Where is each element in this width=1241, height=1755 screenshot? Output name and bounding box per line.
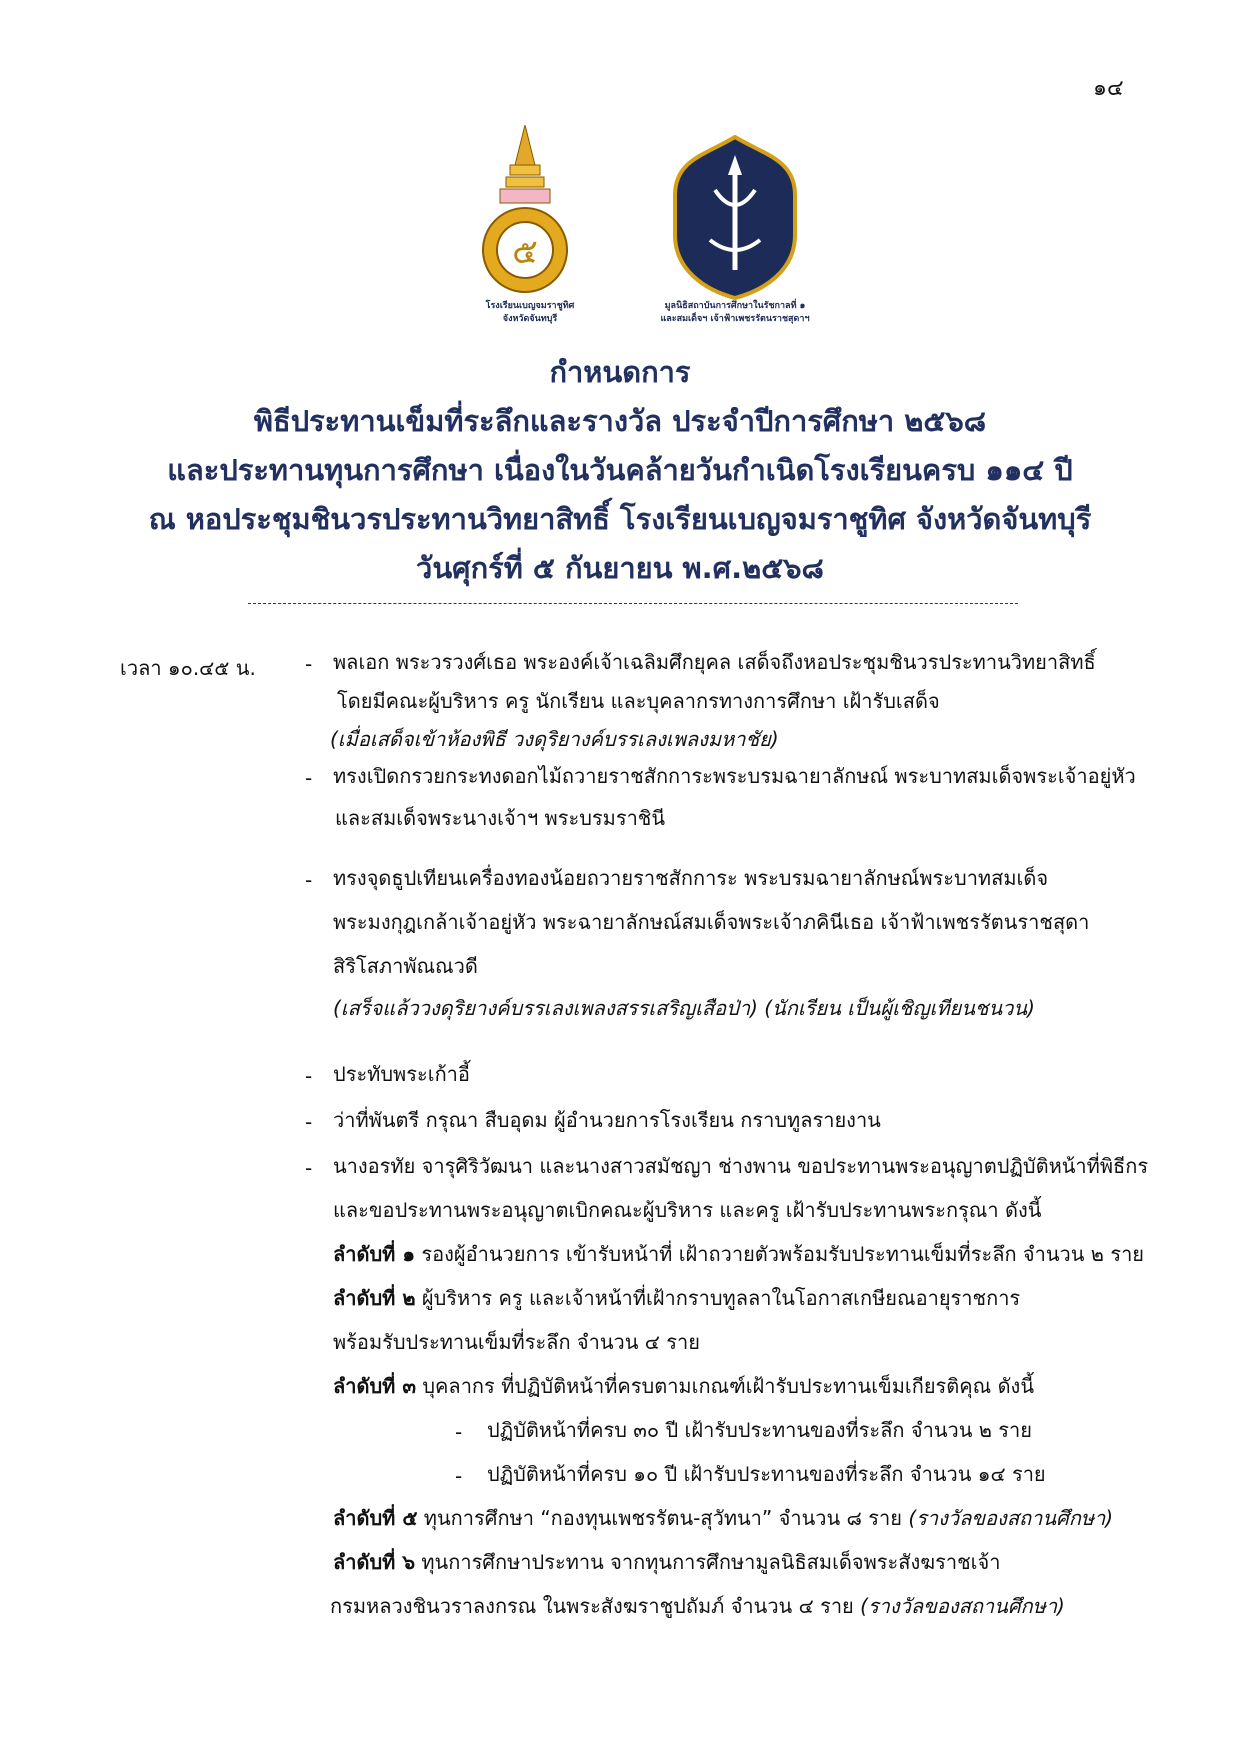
schedule-time: เวลา ๑๐.๔๕ น. [120, 656, 256, 680]
item4: ประทับพระเก้าอี้ [333, 1062, 470, 1086]
order5-label: ลำดับที่ ๕ [333, 1506, 418, 1530]
order5-note: (รางวัลของสถานศึกษา) [908, 1506, 1114, 1530]
title-block [80, 348, 1160, 593]
order1-text: รองผู้อำนวยการ เข้ารับหน้าที่ เฝ้าถวายตัวพร้อมรับประทานเข็มที่ระลึก จำนวน ๒ ราย [415, 1242, 1145, 1266]
order6-note: (รางวัลของสถานศึกษา) [860, 1594, 1065, 1618]
order2 [333, 1283, 1020, 1313]
item1-line2: โดยมีคณะผู้บริหาร ครู นักเรียน และบุคลากรทางการศึกษา เฝ้ารับเสด็จ [337, 689, 940, 713]
item3-line3: สิริโสภาพัณณวดี [333, 954, 478, 978]
school-emblem-icon [480, 125, 570, 300]
order2-label: ลำดับที่ ๒ [333, 1286, 416, 1310]
order1 [333, 1239, 1144, 1269]
bullet-dash: - [305, 1064, 313, 1088]
title-line-5: วันศุกร์ที่ ๕ กันยายน พ.ศ.๒๕๖๘ [416, 551, 824, 585]
title-line-2: พิธีประทานเข็มที่ระลึกและรางวัล ประจำปีการศึกษา ๒๕๖๘ [253, 404, 987, 438]
item3-note: (เสร็จแล้ววงดุริยางค์บรรเลงเพลงสรรเสริญเสือป่า) (นักเรียน เป็นผู้เชิญเทียนชนวน) [333, 996, 1035, 1020]
order3-label: ลำดับที่ ๓ [333, 1374, 416, 1398]
header-logos [470, 125, 830, 335]
order3-sub1: ปฏิบัติหน้าที่ครบ ๓๐ ปี เฝ้ารับประทานของที่ระลึก จำนวน ๒ ราย [487, 1418, 1032, 1442]
item2-line2: และสมเด็จพระนางเจ้าฯ พระบรมราชินี [335, 806, 666, 830]
item1-note: (เมื่อเสด็จเข้าห้องพิธี วงดุริยางค์บรรเลงเพลงมหาชัย) [330, 727, 779, 751]
page-number: ๑๔ [1093, 76, 1124, 101]
title-line-1: กำหนดการ [549, 355, 691, 389]
title-line-3: และประทานทุนการศึกษา เนื่องในวันคล้ายวันกำเนิดโรงเรียนครบ ๑๑๔ ปี [167, 453, 1073, 487]
bullet-dash: - [305, 868, 313, 892]
item5: ว่าที่พันตรี กรุณา สืบอุดม ผู้อำนวยการโรงเรียน กราบทูลรายงาน [333, 1108, 881, 1132]
order2-text: ผู้บริหาร ครู และเจ้าหน้าที่เฝ้ากราบทูลลาในโอกาสเกษียณอายุราชการ [415, 1286, 1021, 1310]
order6-line2 [330, 1591, 1065, 1621]
order3 [333, 1371, 1034, 1401]
order6-text: ทุนการศึกษาประทาน จากทุนการศึกษามูลนิธิสมเด็จพระสังฆราชเจ้า [415, 1550, 1001, 1574]
item1-line1: พลเอก พระวรวงศ์เธอ พระองค์เจ้าเฉลิมศึกยุคล เสด็จถึงหอประชุมชินวรประทานวิทยาสิทธิ์ [333, 650, 1096, 674]
order5 [333, 1503, 1113, 1533]
bullet-dash: - [305, 766, 313, 790]
order1-label: ลำดับที่ ๑ [333, 1242, 416, 1266]
item3-line1: ทรงจุดธูปเทียนเครื่องทองน้อยถวายราชสักการะ พระบรมฉายาลักษณ์พระบาทสมเด็จ [333, 866, 1049, 890]
bullet-dash: - [455, 1420, 463, 1444]
order6 [333, 1547, 1000, 1577]
order5-text: ทุนการศึกษา “กองทุนเพชรรัตน-สุวัทนา” จำนวน ๘ ราย [417, 1506, 909, 1530]
item2-line1: ทรงเปิดกรวยกระทงดอกไม้ถวายราชสักการะพระบรมฉายาลักษณ์ พระบาทสมเด็จพระเจ้าอยู่หัว [333, 764, 1136, 788]
bullet-dash: - [455, 1464, 463, 1488]
school-emblem-caption: โรงเรียนเบญจมราชูทิศ จังหวัดจันทบุรี [485, 301, 575, 324]
foundation-emblem-caption: มูลนิธิสถาบันการศึกษาในรัชกาลที่ ๑ และสมเด็จฯ เจ้าฟ้าเพชรรัตนราชสุดาฯ [660, 301, 810, 324]
order3-sub2: ปฏิบัติหน้าที่ครบ ๑๐ ปี เฝ้ารับประทานของที่ระลึก จำนวน ๑๔ ราย [487, 1462, 1046, 1486]
bullet-dash: - [305, 1156, 313, 1180]
order6-label: ลำดับที่ ๖ [333, 1550, 416, 1574]
item3-line2: พระมงกุฎเกล้าเจ้าอยู่หัว พระฉายาลักษณ์สมเด็จพระเจ้าภคินีเธอ เจ้าฟ้าเพชรรัตนราชสุดา [333, 910, 1090, 934]
foundation-emblem-icon [670, 135, 800, 300]
bullet-dash: - [305, 652, 313, 676]
svg-text:๕: ๕ [512, 232, 538, 272]
title-line-4: ณ หอประชุมชินวรประทานวิทยาสิทธิ์ โรงเรียนเบญจมราชูทิศ จังหวัดจันทบุรี [148, 502, 1092, 536]
order3-text: บุคลากร ที่ปฏิบัติหน้าที่ครบตามเกณฑ์เฝ้ารับประทานเข็มเกียรติคุณ ดังนี้ [416, 1374, 1034, 1398]
separator-line [248, 603, 1018, 604]
bullet-dash: - [305, 1110, 313, 1134]
order6-line2-text: กรมหลวงชินวราลงกรณ ในพระสังฆราชูปถัมภ์ จำนวน ๔ ราย [330, 1594, 861, 1618]
order2-line2: พร้อมรับประทานเข็มที่ระลึก จำนวน ๔ ราย [333, 1330, 700, 1354]
item6-line1: นางอรทัย จารุศิริวัฒนา และนางสาวสมัชญา ช่างพาน ขอประทานพระอนุญาตปฏิบัติหน้าที่พิธีกร [333, 1154, 1149, 1178]
item6-line2: และขอประทานพระอนุญาตเบิกคณะผู้บริหาร และครู เฝ้ารับประทานพระกรุณา ดังนี้ [333, 1198, 1042, 1222]
